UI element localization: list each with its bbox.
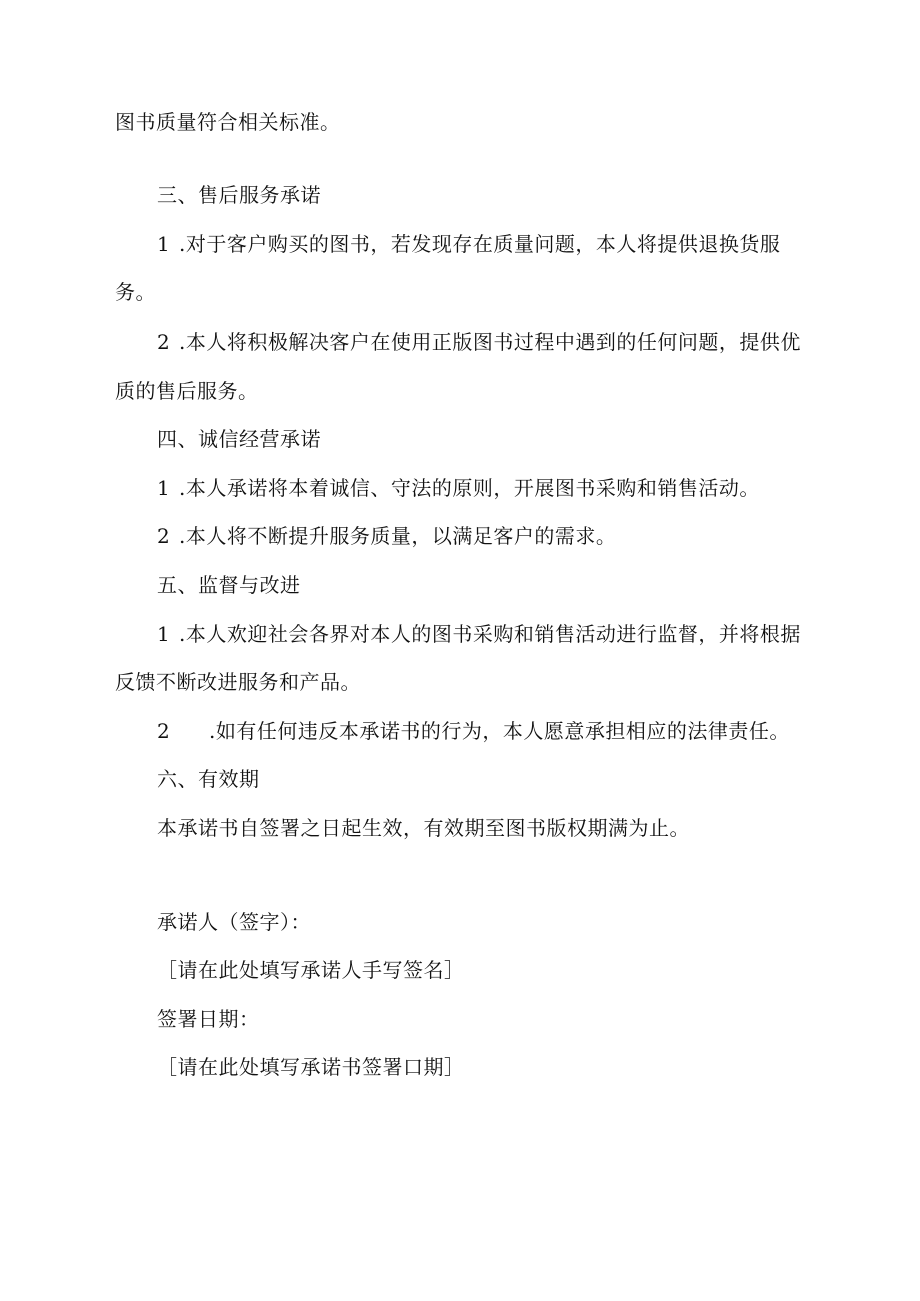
section6-heading: 六、有效期 [157,767,260,791]
section5-item2-text: .如有任何违反本承诺书的行为，本人愿意承担相应的法律责任。 [209,719,790,743]
section3-item2-line2: 质的售后服务。 [115,379,259,403]
section5-item1-line1 [157,620,801,648]
section3-item1-number: 1 [157,232,171,256]
section6-body: 本承诺书自签署之日起生效，有效期至图书版权期满为止。 [157,816,690,840]
date-label: 签署日期： [157,1007,260,1031]
section3-item2-line1 [157,328,801,356]
section4-item2-number: 2 [157,524,171,548]
signer-label: 承诺人（签字）： [157,910,311,934]
intro-tail-text: 图书质量符合相关标准。 [115,110,341,134]
section3-heading: 三、售后服务承诺 [157,183,321,207]
section5-item1-text: .本人欢迎社会各界对本人的图书采购和销售活动进行监督，并将根据 [179,622,801,646]
section5-item2-line1 [157,717,790,745]
section3-item1-text: .对于客户购买的图书，若发现存在质量问题，本人将提供退换货服 [179,232,781,256]
section4-item1-text: .本人承诺将本着诚信、守法的原则，开展图书采购和销售活动。 [179,476,760,500]
section5-item1-number: 1 [157,622,171,646]
section3-item2-text: .本人将积极解决客户在使用正版图书过程中遇到的任何问题，提供优 [179,330,801,354]
date-placeholder: ［请在此处填写承诺书签署口期］ [157,1055,465,1079]
section4-item1-number: 1 [157,476,171,500]
section4-item1-line1 [157,474,760,502]
section4-heading: 四、诚信经营承诺 [157,427,321,451]
section3-item1-line2: 务。 [115,280,156,304]
section5-heading: 五、监督与改进 [157,573,301,597]
signer-placeholder: ［请在此处填写承诺人手写签名］ [157,958,465,982]
section4-item2-line1 [157,522,616,550]
section3-item2-number: 2 [157,330,171,354]
section4-item2-text: .本人将不断提升服务质量，以满足客户的需求。 [179,524,617,548]
section5-item1-line2: 反馈不断改进服务和产品。 [115,670,361,694]
section3-item1-line1 [157,230,780,258]
section5-item2-number: 2 [157,719,171,743]
